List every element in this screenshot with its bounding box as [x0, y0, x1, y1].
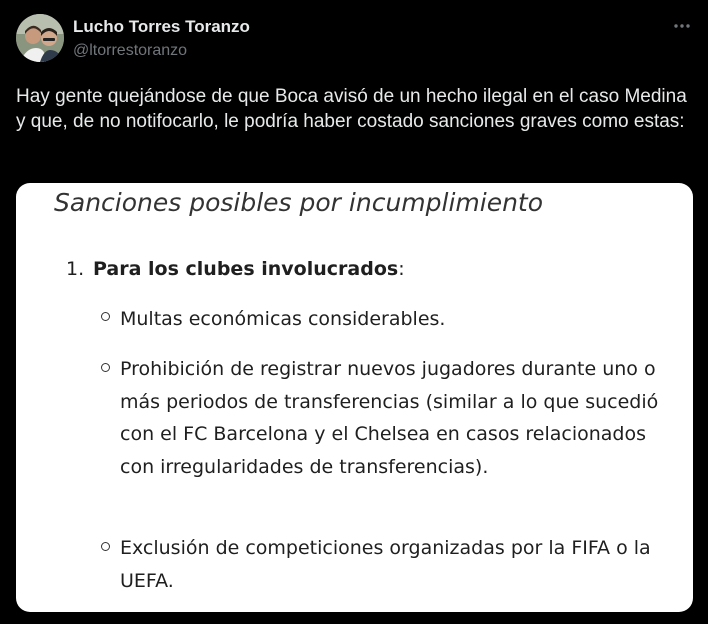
tweet-media-image[interactable] [16, 183, 693, 612]
list-item: Multas económicas considerables. [120, 308, 446, 330]
avatar-photo [16, 14, 64, 62]
bullet-icon [101, 363, 110, 372]
list-heading-bold: Para los clubes involucrados [93, 258, 399, 280]
list-item: Prohibición de registrar nuevos jugadores durante uno o más periodos de transferencias (similar a lo que sucedió con el FC Barcelona y el Chelsea en casos relacionados con irregularidades de transferencias). [120, 358, 659, 478]
list-heading-suffix: : [398, 258, 405, 280]
more-options-button[interactable] [670, 14, 694, 38]
list-heading [93, 258, 405, 280]
tweet-text: Hay gente quejándose de que Boca avisó de un hecho ilegal en el caso Medina y que, de no notifocarlo, le podría haber costado sanciones graves como estas: [16, 86, 693, 132]
bullet-icon [101, 312, 110, 321]
avatar[interactable] [16, 14, 64, 62]
user-handle[interactable]: @ltorrestoranzo [73, 42, 188, 59]
display-name[interactable]: Lucho Torres Toranzo [73, 17, 250, 36]
more-horizontal-icon [672, 16, 692, 36]
list-item: Exclusión de competiciones organizadas por la FIFA o la UEFA. [120, 537, 651, 592]
image-heading: Sanciones posibles por incumplimiento [54, 188, 544, 217]
list-number: 1. [66, 258, 85, 280]
bullet-icon [101, 542, 110, 551]
